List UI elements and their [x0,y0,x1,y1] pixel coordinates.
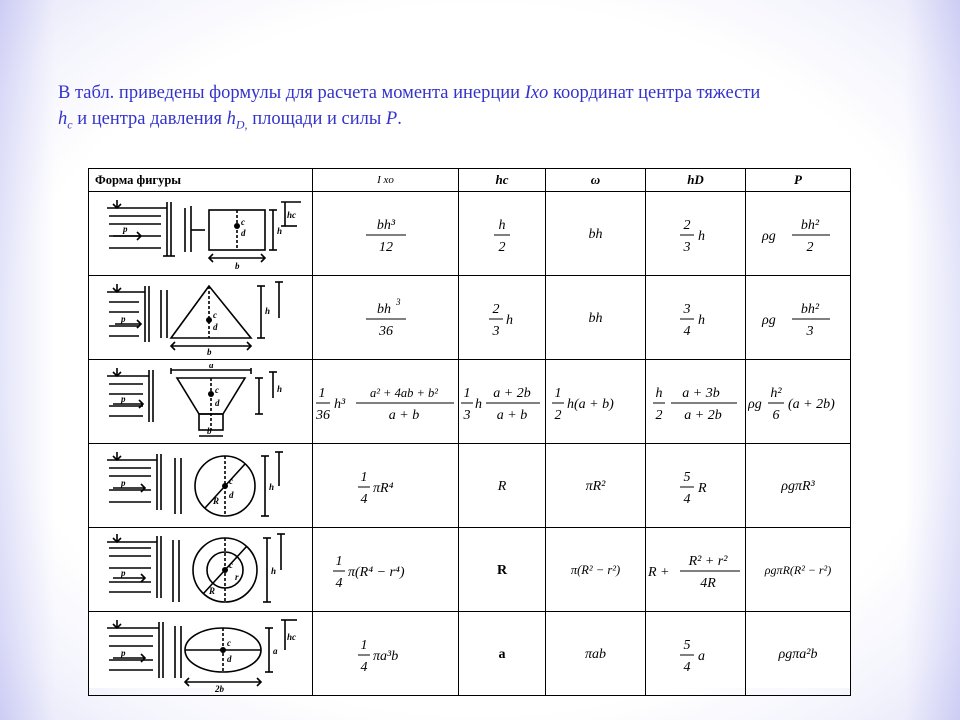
svg-text:2: 2 [655,407,662,423]
svg-text:ρg: ρg [762,228,776,244]
intro-text-1: В табл. приведены формулы для расчета момента инерции [58,83,525,103]
circle-diagram [101,448,301,524]
svg-text:hc: hc [286,631,296,642]
row5-hc: R [459,528,546,612]
rectangle-diagram [101,196,301,272]
svg-text:5: 5 [683,469,690,485]
svg-text:2b: 2b [214,683,224,692]
svg-text:h: h [697,312,705,328]
row1-omega: bh [546,192,646,276]
row6-omega: πab [546,612,646,696]
hd-fraction [671,211,721,257]
row2-hc [459,276,546,360]
ixo-fraction [356,211,416,257]
svg-text:c: c [214,384,219,395]
svg-text:h: h [268,481,274,492]
table-row [89,528,851,612]
svg-text:a: a [208,363,213,370]
shape-circle-figure [89,444,313,528]
svg-text:c: c [212,309,217,320]
svg-text:3: 3 [806,323,814,339]
svg-text:3: 3 [463,407,471,423]
row1-hc [459,192,546,276]
table-row [89,192,851,276]
triangle-diagram [101,280,301,356]
formula-table [88,168,851,696]
svg-text:r: r [234,571,239,582]
svg-text:h: h [498,217,506,233]
table-row [89,444,851,528]
svg-text:d: d [214,397,219,408]
width-label: b [234,260,239,271]
row2-hd [646,276,746,360]
hc-label: hc [286,209,296,220]
hd-symbol: h [226,109,236,129]
centroid-label: c [240,216,245,227]
svg-text:1: 1 [360,469,367,485]
svg-text:h(a + b): h(a + b) [566,396,614,412]
svg-text:πR⁴: πR⁴ [372,480,393,496]
shape-ellipse-figure [89,612,313,696]
svg-text:h: h [264,305,270,316]
hc-symbol: h [58,109,68,129]
row1-hd [646,192,746,276]
svg-text:d: d [212,321,217,332]
svg-text:h: h [276,383,282,394]
svg-text:2: 2 [683,217,690,233]
svg-text:36: 36 [315,407,330,423]
row5-hd [646,528,746,612]
ellipse-diagram [101,616,301,692]
svg-text:4: 4 [335,575,342,591]
svg-text:3: 3 [395,296,400,307]
svg-text:c: c [228,559,233,570]
row4-omega: πR² [546,444,646,528]
svg-text:c: c [228,475,233,486]
svg-text:h²: h² [770,385,782,401]
row5-ixo [313,528,459,612]
pressure-label: p [122,223,127,234]
header-shape: Форма фигуры [89,169,313,192]
row2-omega: bh [546,276,646,360]
svg-text:1: 1 [360,637,367,653]
row3-omega [546,360,646,444]
svg-text:2: 2 [806,239,814,255]
svg-text:a: a [272,645,277,656]
intro-text-4: площади и силы [247,109,386,129]
hd-subscript: D, [235,117,248,132]
svg-text:4: 4 [683,323,690,339]
row6-ixo [313,612,459,696]
row1-ixo [313,192,459,276]
svg-text:3: 3 [683,301,690,317]
svg-text:a + 2b: a + 2b [683,407,722,423]
svg-text:5: 5 [683,637,690,653]
svg-text:4: 4 [360,491,367,507]
svg-text:3: 3 [683,239,690,255]
row4-p: ρgπR³ [746,444,851,528]
svg-text:c: c [226,637,231,648]
svg-text:3: 3 [492,323,500,339]
svg-text:πa³b: πa³b [372,648,398,664]
row3-hc [459,360,546,444]
svg-text:h: h [475,396,482,412]
svg-text:h: h [506,312,513,328]
svg-text:(a + 2b): (a + 2b) [788,396,835,412]
svg-text:bh³: bh³ [376,217,395,233]
svg-text:1: 1 [335,553,342,569]
table-row [89,276,851,360]
row3-p [746,360,851,444]
svg-text:R +: R + [647,564,669,580]
row5-omega: π(R² − r²) [546,528,646,612]
svg-text:h³: h³ [333,396,345,412]
row4-ixo [313,444,459,528]
svg-text:1: 1 [463,385,471,401]
svg-text:R: R [212,495,219,506]
intro-text-2: координат центра тяжести [548,83,761,103]
svg-text:a + b: a + b [388,407,419,423]
svg-text:4: 4 [360,659,367,675]
svg-text:2: 2 [498,239,506,255]
header-p: P [746,169,851,192]
svg-text:2: 2 [554,407,561,423]
ring-diagram [101,532,301,608]
svg-text:R: R [697,480,707,496]
row5-p: ρgπR(R² − r²) [746,528,851,612]
table-row [89,360,851,444]
svg-text:2: 2 [492,301,500,317]
svg-text:p: p [120,567,125,578]
shape-ring-figure [89,528,313,612]
svg-text:ρg: ρg [762,312,776,328]
row2-p [746,276,851,360]
header-row [89,169,851,192]
shape-triangle-figure [89,276,313,360]
svg-text:π(R⁴ − r⁴): π(R⁴ − r⁴) [347,564,405,580]
p-symbol: P [385,109,398,129]
svg-text:1: 1 [554,385,561,401]
intro-text-5: . [397,109,402,129]
intro-text-3: и центра давления [72,109,227,129]
table-row [89,612,851,696]
row4-hd [646,444,746,528]
header-ixo: I xo [313,169,459,192]
header-hd: hD [646,169,746,192]
header-hc: hc [459,169,546,192]
svg-text:4: 4 [683,491,690,507]
svg-text:b: b [206,346,211,356]
svg-text:p: p [120,647,125,658]
svg-text:bh²: bh² [800,217,820,233]
svg-text:ρg: ρg [748,396,762,412]
row6-hc: a [459,612,546,696]
trapezoid-diagram [101,364,301,440]
header-omega: ω [546,169,646,192]
svg-text:a² + 4ab + b²: a² + 4ab + b² [369,385,438,400]
svg-text:6: 6 [772,407,780,423]
shape-trapezoid-figure [89,360,313,444]
svg-text:p: p [120,393,125,404]
row1-p [746,192,851,276]
row2-ixo [313,276,459,360]
svg-text:4R: 4R [699,575,716,591]
p-expression [758,211,838,257]
svg-text:p: p [120,477,125,488]
svg-text:h: h [655,385,662,401]
svg-text:a: a [697,648,705,664]
intro-paragraph [58,80,900,138]
svg-text:R: R [208,585,215,596]
svg-text:d: d [226,653,231,664]
svg-text:bh: bh [376,301,391,317]
shape-rectangle-figure [89,192,313,276]
hc-subscript: c [67,117,73,132]
row3-hd [646,360,746,444]
svg-text:bh²: bh² [800,301,820,317]
row3-ixo [313,360,459,444]
formula-table-container [88,168,850,692]
svg-text:a + 3b: a + 3b [681,385,720,401]
row6-p: ρgπa²b [746,612,851,696]
ixo-symbol: Ixo [524,83,549,103]
center-pressure-label: d [240,227,245,238]
svg-text:d: d [228,489,233,500]
hc-fraction [482,211,522,257]
svg-text:R² + r²: R² + r² [688,553,727,569]
svg-text:a + b: a + b [496,407,528,423]
svg-text:36: 36 [378,323,393,339]
height-label: h [276,225,282,236]
svg-text:4: 4 [683,659,690,675]
svg-text:b: b [206,425,211,436]
svg-text:h: h [697,228,705,244]
svg-text:h: h [270,565,276,576]
svg-text:a + 2b: a + 2b [493,385,531,401]
row6-hd [646,612,746,696]
svg-text:12: 12 [378,239,393,255]
svg-text:p: p [120,313,125,324]
svg-text:1: 1 [318,385,325,401]
row4-hc: R [459,444,546,528]
